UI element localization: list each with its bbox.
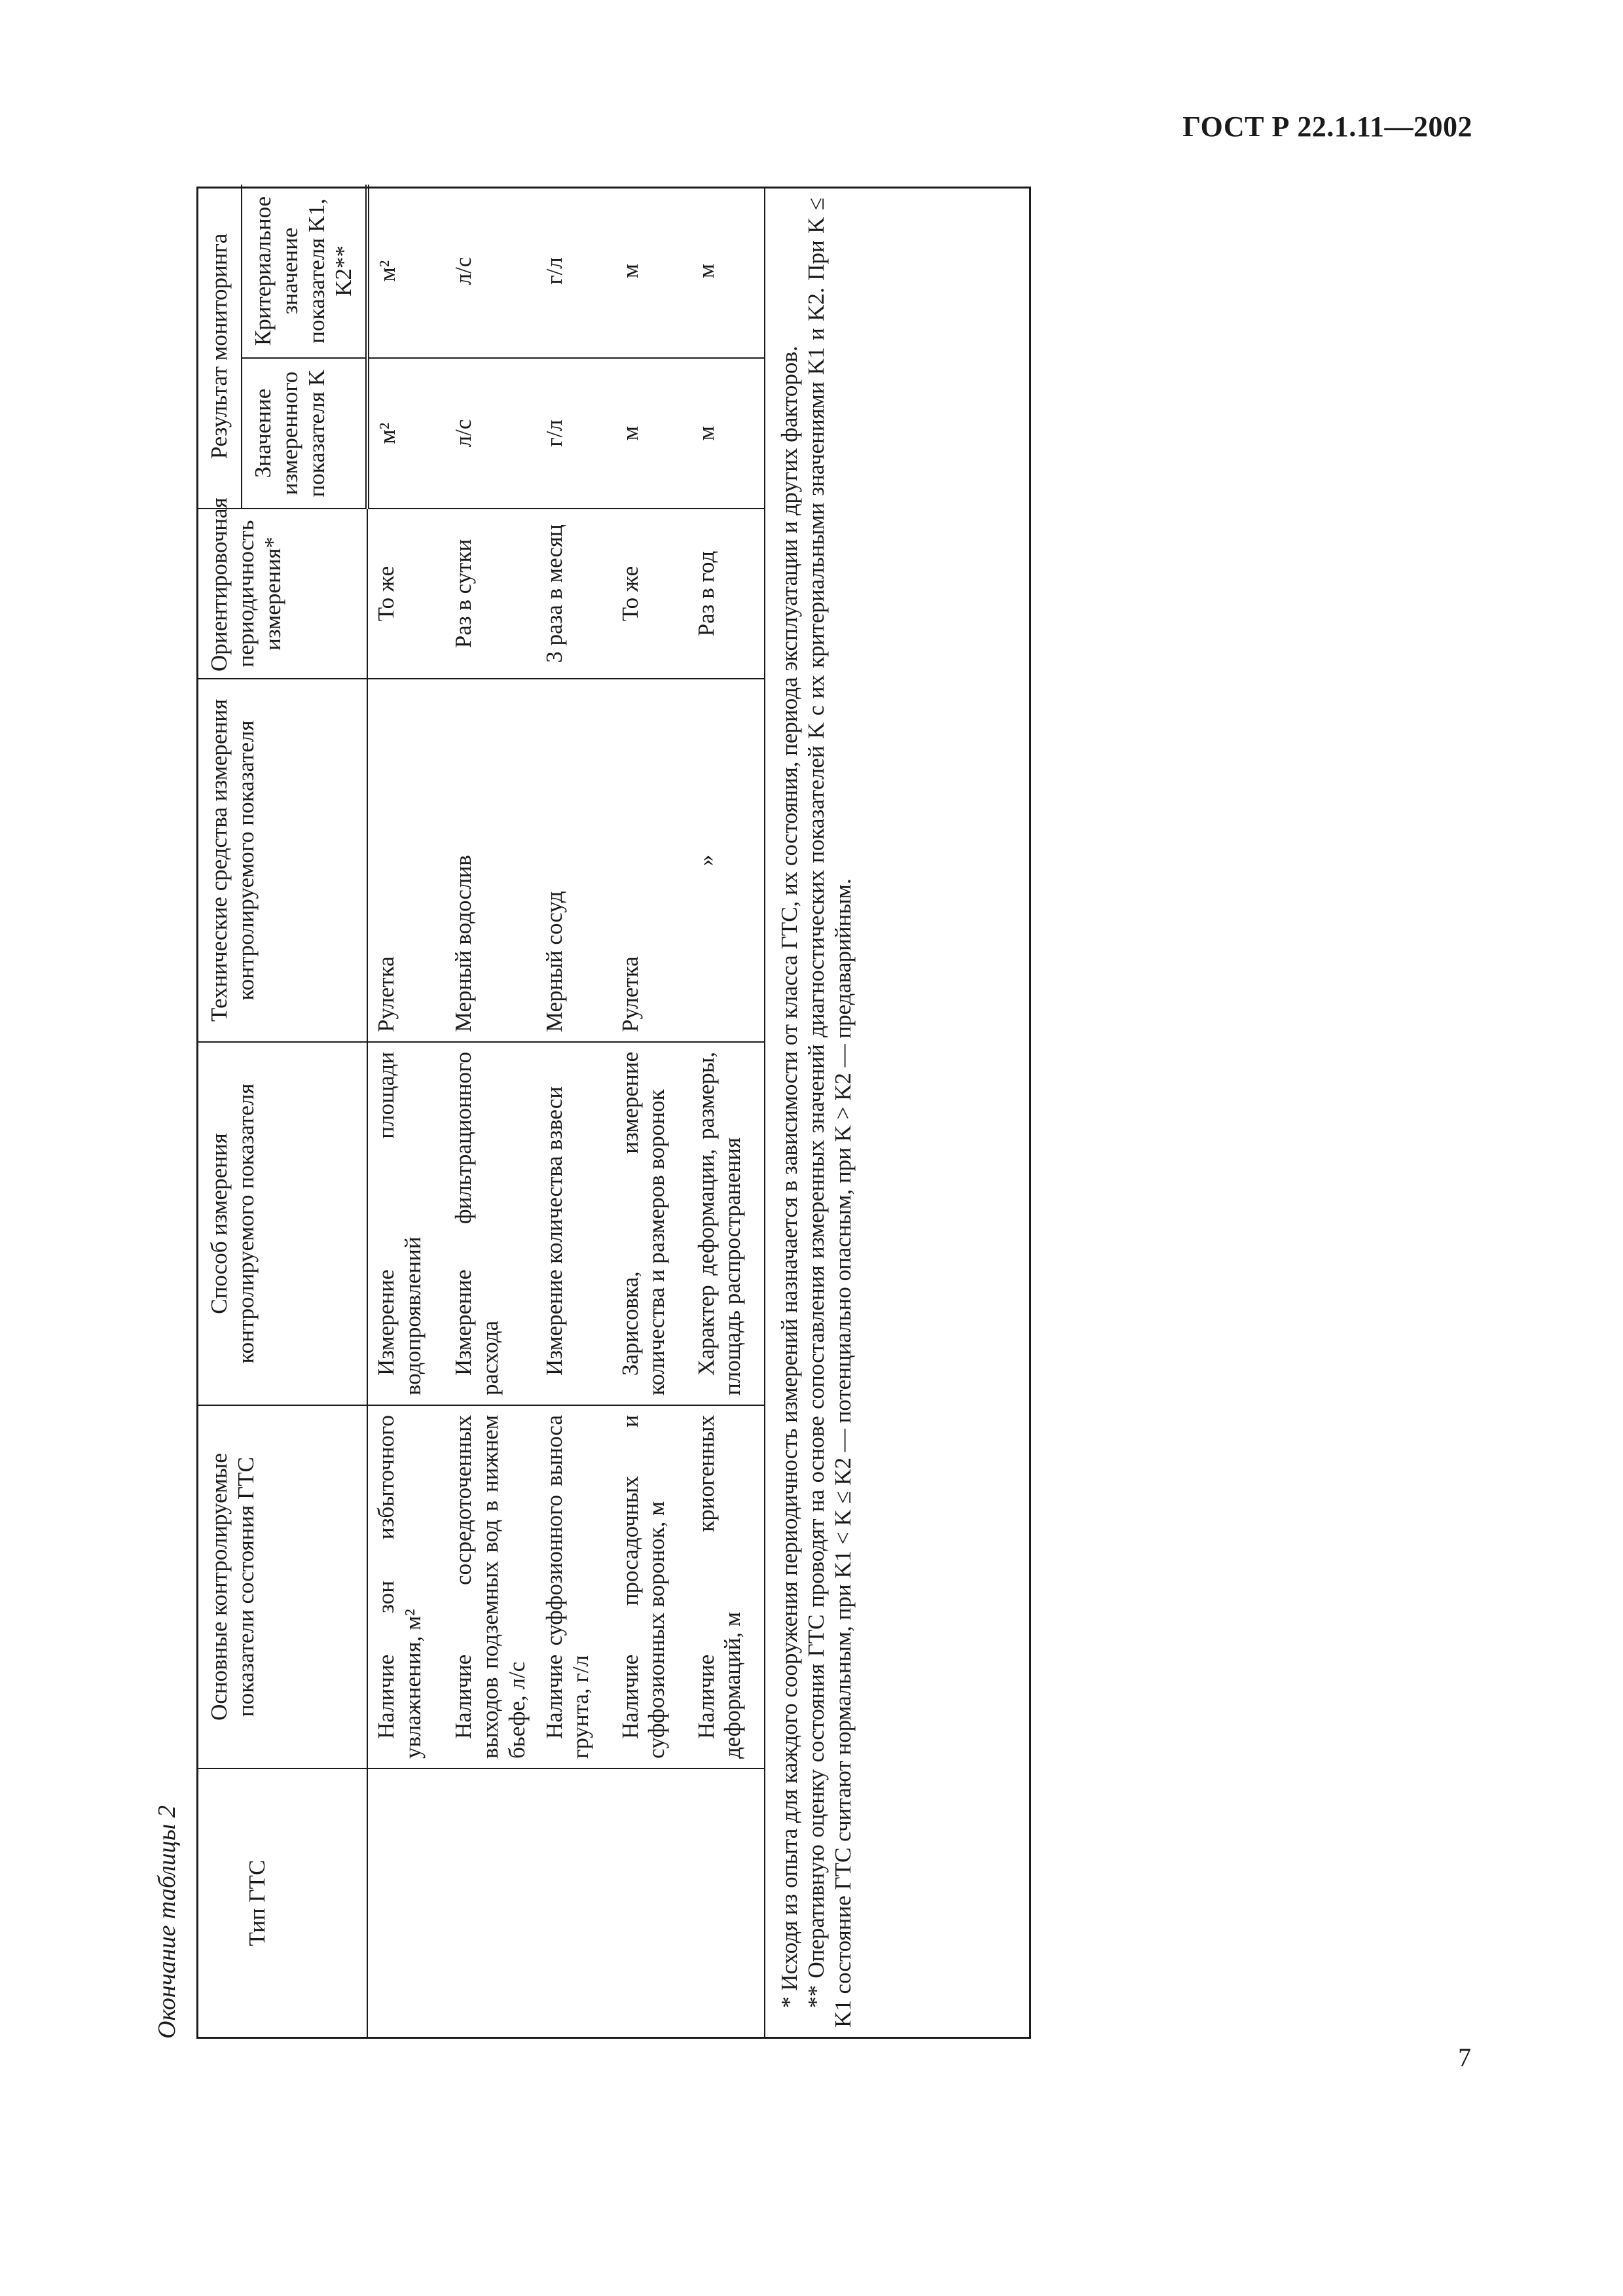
header-tools: Технические средства измерения контролируемого показателя — [198, 679, 367, 1042]
cell-measured: м² — [367, 358, 445, 509]
document-code: ГОСТ Р 22.1.11—2002 — [1182, 111, 1472, 143]
cell-criterion: м — [693, 263, 719, 279]
cell-measured: л/с — [445, 358, 536, 509]
footnote-1: * Исходя из опыта для каждого сооружения периодичность измерений назначается в зависимости от класса ГТС, их состояния, периода эксплуатации и других факторов. — [776, 346, 802, 2008]
header-type: Тип ГТС — [198, 1768, 367, 2037]
cell-criterion: м — [617, 263, 643, 279]
rotated-table-region — [141, 187, 1031, 2039]
cell-criterion: л/с — [450, 257, 476, 285]
cell-indicator: Наличие зон избыточного увлажнения, м² — [367, 1405, 445, 1768]
table-row — [367, 185, 445, 2037]
cell-type — [612, 1768, 688, 2037]
cell-period: Раз в год — [688, 509, 764, 679]
header-criterion: Критериальное значение показателя K1, K2** — [242, 185, 367, 358]
cell-measured: г/л — [536, 358, 612, 509]
table-row — [612, 185, 688, 2037]
cell-measured: м — [612, 358, 688, 509]
footnote-2: ** Оперативную оценку состояния ГТС проводят на основе сопоставления измеренных значений диагностических показателей K с их критериальными значениями K1 и K2. При K ≤ K1 состояние ГТС считают нормальным, при K1 < K ≤ K2 — потенциально опасным, при K > K2 — предаварийным. — [803, 198, 856, 2028]
cell-tools: Рулетка — [612, 679, 688, 1042]
cell-period: То же — [612, 509, 688, 679]
page-number: 7 — [1458, 2043, 1471, 2072]
table-caption: Окончание таблицы 2 — [153, 1805, 181, 2039]
cell-indicator: Наличие криогенных деформаций, м — [688, 1405, 764, 1768]
table-row — [688, 185, 764, 2037]
table-row — [536, 185, 612, 2037]
cell-period: То же — [367, 509, 445, 679]
monitoring-table — [198, 185, 764, 2037]
cell-type — [536, 1768, 612, 2037]
cell-criterion: м² — [374, 260, 400, 282]
table-body — [367, 185, 764, 2037]
cell-type — [367, 1768, 445, 2037]
cell-criterion: г/л — [541, 257, 567, 285]
cell-method: Измерение фильтрационного расхода — [445, 1042, 536, 1405]
cell-tools: Мерный сосуд — [536, 679, 612, 1042]
cell-method: Измерение площади водопроявлений — [367, 1042, 445, 1405]
cell-indicator: Наличие суффозионного выноса грунта, г/л — [536, 1405, 612, 1768]
cell-tools: Рулетка — [367, 679, 445, 1042]
table-frame — [196, 187, 1031, 2039]
header-result-group: Результат мониторинга — [198, 185, 242, 509]
cell-method: Зарисовка, измерение количества и размеров воронок — [612, 1042, 688, 1405]
header-indicators: Основные контролируемые показатели состояния ГТС — [198, 1405, 367, 1768]
cell-tools: » — [688, 679, 764, 1042]
cell-period: Раз в сутки — [445, 509, 536, 679]
cell-type — [445, 1768, 536, 2037]
header-method: Способ измерения контролируемого показателя — [198, 1042, 367, 1405]
header-measured: Значение измеренного показателя K — [242, 358, 367, 509]
cell-indicator: Наличие просадочных и суффозионных воронок, м — [612, 1405, 688, 1768]
cell-indicator: Наличие сосредоточенных выходов подземных вод в нижнем бьефе, л/с — [445, 1405, 536, 1768]
cell-method: Характер деформации, размеры, площадь распространения — [688, 1042, 764, 1405]
cell-method: Измерение количества взвеси — [536, 1042, 612, 1405]
table-footnotes — [764, 188, 864, 2037]
cell-measured: м — [688, 358, 764, 509]
cell-tools: Мерный водослив — [445, 679, 536, 1042]
cell-period: 3 раза в месяц — [536, 509, 612, 679]
table-row — [445, 185, 536, 2037]
header-period: Ориентировочная периодичность измерения* — [198, 509, 367, 679]
cell-type — [688, 1768, 764, 2037]
